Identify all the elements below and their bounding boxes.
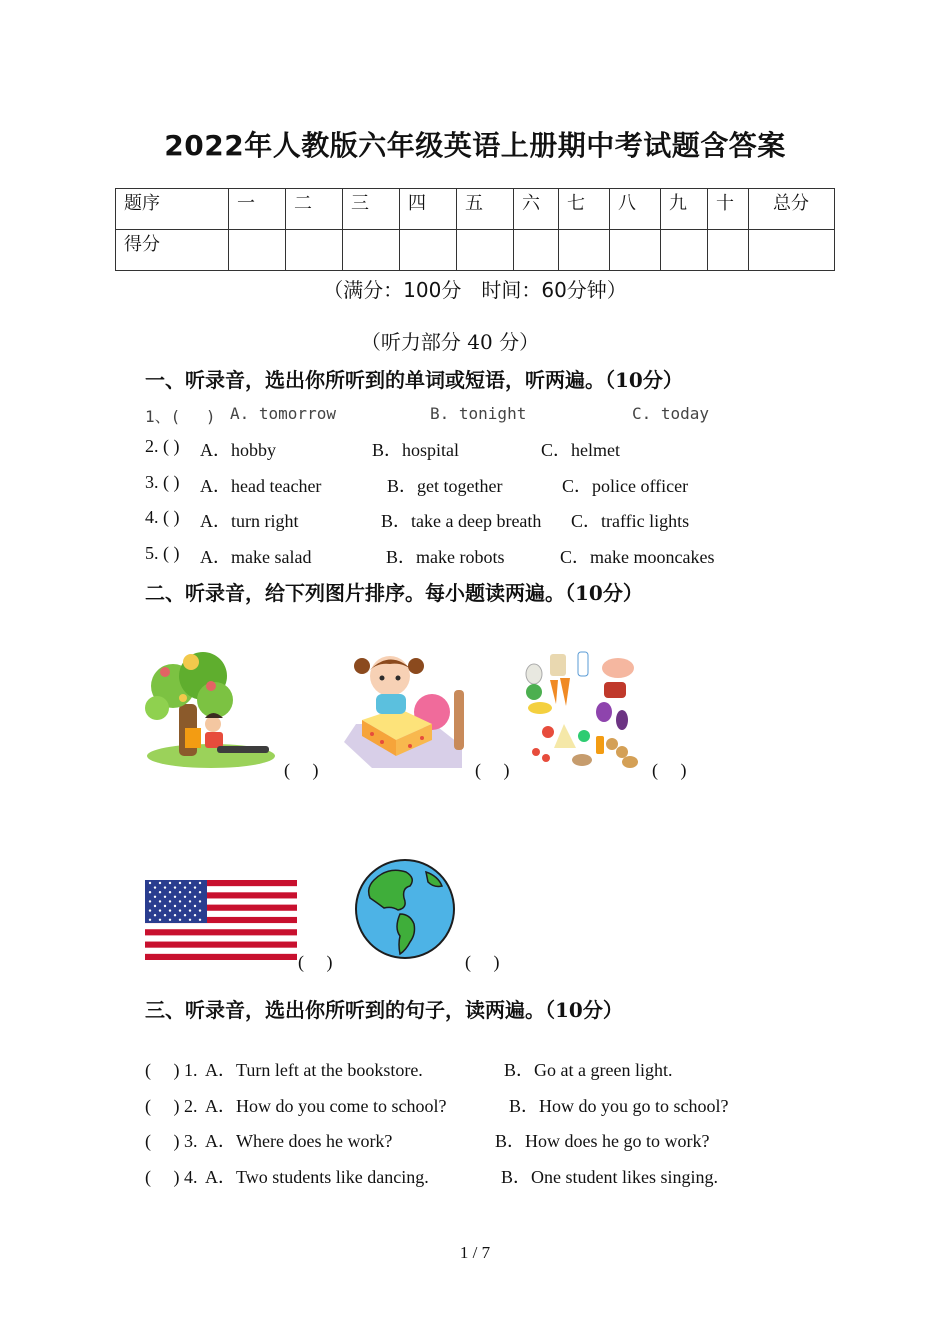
q4-number: 4. ( )	[145, 507, 180, 527]
flag-star	[149, 882, 151, 884]
q2-option-c[interactable]: C．helmet	[541, 440, 620, 460]
flag-star	[169, 909, 171, 911]
flag-star	[179, 919, 181, 921]
q4-option-a[interactable]: A．turn right	[200, 511, 299, 531]
flag-star	[194, 905, 196, 907]
q3-option-a[interactable]: A．head teacher	[200, 476, 322, 496]
score-input-cell[interactable]	[708, 230, 749, 271]
flag-star	[164, 886, 166, 888]
flag-star	[174, 896, 176, 898]
flag-star	[194, 886, 196, 888]
q3-number: 3. ( )	[145, 472, 180, 492]
q2-number: 2. ( )	[145, 436, 180, 456]
flag-star	[169, 900, 171, 902]
q1-option-c[interactable]: C. today	[632, 404, 710, 423]
score-input-cell[interactable]	[514, 230, 559, 271]
table-cell: 八	[610, 189, 661, 230]
flag-stripe	[145, 929, 297, 935]
flag-star	[199, 900, 201, 902]
flag-star	[159, 900, 161, 902]
flag-star	[184, 905, 186, 907]
flag-star	[159, 909, 161, 911]
table-cell: 七	[559, 189, 610, 230]
flag-star	[174, 914, 176, 916]
flag-star	[179, 882, 181, 884]
flag-star	[184, 886, 186, 888]
table-cell: 九	[661, 189, 708, 230]
flag-star	[184, 896, 186, 898]
flag-star	[189, 900, 191, 902]
score-input-cell[interactable]	[610, 230, 661, 271]
s3-q3-option-b[interactable]: B．How does he go to work?	[495, 1131, 710, 1151]
q1-option-a[interactable]: A. tomorrow	[230, 404, 336, 423]
flag-star	[149, 900, 151, 902]
flag-star	[149, 909, 151, 911]
score-input-cell[interactable]	[286, 230, 343, 271]
earth-globe-image	[354, 858, 456, 960]
page-title: 2022年人教版六年级英语上册期中考试题含答案	[164, 129, 786, 162]
table-cell: 一	[229, 189, 286, 230]
table-cell: 四	[400, 189, 457, 230]
flag-star	[189, 909, 191, 911]
s3-q1-number: ( ) 1.	[145, 1060, 198, 1080]
flag-star	[159, 882, 161, 884]
section2-heading: 二、听录音，给下列图片排序。每小题读两遍。（10分）	[145, 581, 643, 605]
exam-meta: （满分：100分 时间：60分钟）	[323, 278, 627, 302]
q4-option-c[interactable]: C．traffic lights	[571, 511, 690, 531]
flag-star	[189, 919, 191, 921]
score-input-cell[interactable]	[400, 230, 457, 271]
flag-star	[189, 891, 191, 893]
section3-heading: 三、听录音，选出你所听到的句子，读两遍。（10分）	[145, 998, 623, 1022]
flag-star	[199, 919, 201, 921]
picture5-blank[interactable]: ( )	[465, 952, 500, 972]
flag-star	[184, 914, 186, 916]
section1-heading: 一、听录音，选出你所听到的单词或短语，听两遍。（10分）	[145, 368, 683, 392]
score-table-score-row	[116, 230, 835, 271]
table-cell: 六	[514, 189, 559, 230]
q2-option-b[interactable]: B．hospital	[372, 440, 460, 460]
table-cell: 五	[457, 189, 514, 230]
flag-star	[169, 891, 171, 893]
table-cell: 十	[708, 189, 749, 230]
flag-star	[194, 896, 196, 898]
q1-number: 1、( )	[145, 407, 216, 426]
flag-star	[179, 909, 181, 911]
flag-star	[149, 891, 151, 893]
flag-star	[154, 886, 156, 888]
s3-q2-option-a[interactable]: A．How do you come to school?	[205, 1096, 447, 1116]
q5-option-c[interactable]: C．make mooncakes	[560, 547, 715, 567]
listening-part-label: （听力部分 40 分）	[360, 330, 540, 354]
score-input-cell[interactable]	[749, 230, 835, 271]
score-input-cell[interactable]	[559, 230, 610, 271]
flag-star	[159, 891, 161, 893]
q2-option-a[interactable]: A．hobby	[200, 440, 276, 460]
food-group-image	[520, 648, 640, 772]
s3-q2-option-b[interactable]: B．How do you go to school?	[509, 1096, 729, 1116]
usa-flag-image	[145, 880, 297, 960]
flag-stripe	[145, 954, 297, 960]
score-input-cell[interactable]	[457, 230, 514, 271]
flag-star	[174, 886, 176, 888]
picture4-blank[interactable]: ( )	[298, 952, 333, 972]
flag-star	[179, 900, 181, 902]
score-input-cell[interactable]	[343, 230, 400, 271]
flag-star	[189, 882, 191, 884]
s3-q3-option-a[interactable]: A．Where does he work?	[205, 1131, 393, 1151]
s3-q1-option-b[interactable]: B．Go at a green light.	[504, 1060, 673, 1080]
score-input-cell[interactable]	[229, 230, 286, 271]
flag-star	[194, 914, 196, 916]
flag-stripe	[145, 942, 297, 948]
picture2-blank[interactable]: ( )	[475, 760, 510, 780]
flag-star	[199, 882, 201, 884]
flag-star	[169, 882, 171, 884]
s3-q4-number: ( ) 4.	[145, 1167, 198, 1187]
picture3-blank[interactable]: ( )	[652, 760, 687, 780]
s3-q4-option-b[interactable]: B．One student likes singing.	[501, 1167, 718, 1187]
tree-reading-image	[145, 652, 280, 774]
s3-q2-number: ( ) 2.	[145, 1096, 198, 1116]
table-cell: 总分	[749, 189, 835, 230]
score-table-header-row	[116, 189, 835, 230]
table-cell: 得分	[116, 230, 229, 271]
q1-option-b[interactable]: B. tonight	[430, 404, 527, 423]
flag-star	[164, 896, 166, 898]
flag-star	[159, 919, 161, 921]
flag-star	[174, 905, 176, 907]
flag-star	[154, 905, 156, 907]
s3-q1-option-a[interactable]: A．Turn left at the bookstore.	[205, 1060, 423, 1080]
q3-option-b[interactable]: B．get together	[387, 476, 503, 496]
flag-star	[164, 914, 166, 916]
score-table	[115, 188, 835, 271]
table-cell: 题序	[116, 189, 229, 230]
flag-star	[164, 905, 166, 907]
girl-cake-image	[336, 650, 470, 774]
q5-option-b[interactable]: B．make robots	[386, 547, 505, 567]
s3-q3-number: ( ) 3.	[145, 1131, 198, 1151]
picture1-blank[interactable]: ( )	[284, 760, 319, 780]
flag-star	[154, 896, 156, 898]
flag-star	[179, 891, 181, 893]
flag-star	[149, 919, 151, 921]
flag-star	[154, 914, 156, 916]
table-cell: 二	[286, 189, 343, 230]
flag-star	[169, 919, 171, 921]
q5-number: 5. ( )	[145, 543, 180, 563]
page-number: 1 / 7	[459, 1243, 491, 1262]
q5-option-a[interactable]: A．make salad	[200, 547, 312, 567]
flag-star	[199, 891, 201, 893]
flag-star	[199, 909, 201, 911]
s3-q4-option-a[interactable]: A．Two students like dancing.	[205, 1167, 429, 1187]
score-input-cell[interactable]	[661, 230, 708, 271]
q3-option-c[interactable]: C．police officer	[562, 476, 689, 496]
table-cell: 三	[343, 189, 400, 230]
q4-option-b[interactable]: B．take a deep breath	[381, 511, 542, 531]
